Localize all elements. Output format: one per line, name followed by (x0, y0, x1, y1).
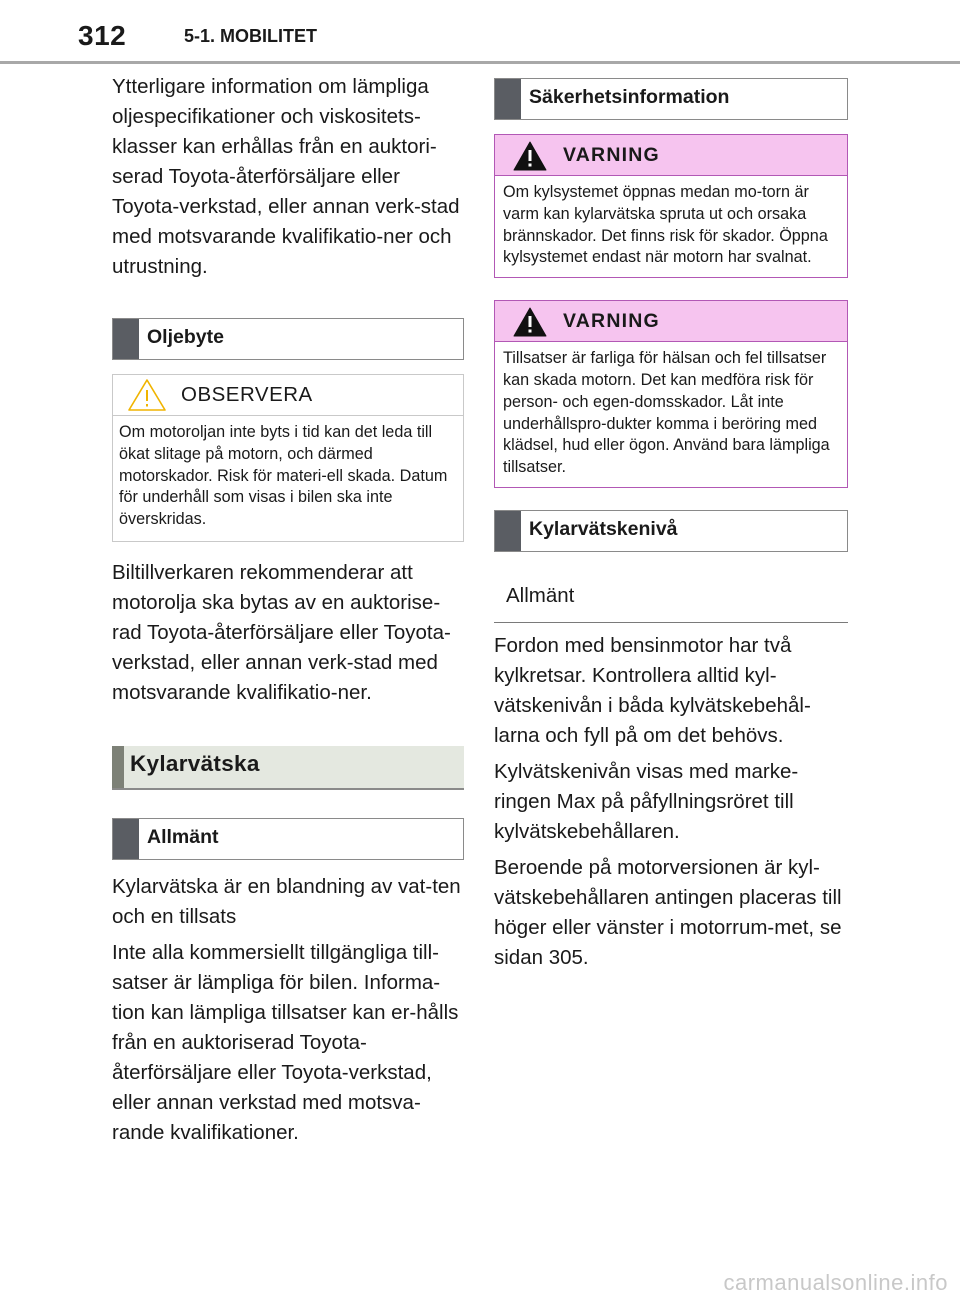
watermark: carmanualsonline.info (723, 1270, 948, 1295)
warning-box (494, 300, 848, 488)
coolant-heading (112, 746, 464, 790)
warning-header (495, 135, 847, 176)
coolant-heading-text: Kylarvätska (130, 750, 260, 776)
warning-triangle-icon (513, 307, 547, 342)
warning-text: Tillsatser är farliga för hälsan och fel tillsatser kan skada motorn. Det kan medföra risk för person- och egen-domsskador. Låt inte underhållspro-dukter komma i beröring med klädsel, hud eller ögon. Använd bara lämpliga tillsatser. (503, 349, 830, 477)
caution-triangle-icon (127, 378, 167, 417)
warning-text: Om kylsystemet öppnas medan mo-torn är varm kan kylarvätska spruta ut och orsaka brännskador. Det finns risk för skador. Öppna kylsystemet endast när motorn har svalnat. (503, 183, 828, 267)
section-title: 5-1. MOBILITET (184, 26, 318, 46)
reservoir-location-paragraph: Beroende på motorversionen är kyl-vätskebehållaren antingen placeras till höger eller vänster i motorrum-met, se sidan 305. (494, 855, 842, 969)
warning-header (495, 301, 847, 342)
coolant-paragraph-1: Kylarvätska är en blandning av vat-ten och en tillsats (112, 874, 461, 928)
oil-change-heading-text: Oljebyte (147, 326, 224, 348)
warning-label: VARNING (563, 310, 660, 333)
max-marking-paragraph: Kylvätskenivån visas med marke-ringen Max på påfyllningsröret till kylvätskebehållaren. (494, 759, 799, 843)
notice-label: OBSERVERA (181, 383, 313, 406)
safety-heading (494, 78, 848, 120)
manufacturer-paragraph: Biltillverkaren rekommenderar att motorolja ska bytas av en auktorise-rad Toyota-återförsäljare eller Toyota-verkstad, eller annan verk-stad med motsvarande kvalifikatio-ner. (112, 560, 451, 704)
warning-triangle-icon (513, 141, 547, 176)
warning-label: VARNING (563, 144, 660, 166)
header-divider (0, 61, 960, 64)
heading-bar (113, 319, 139, 359)
heading-bar (495, 511, 521, 551)
heading-bar (112, 746, 124, 788)
coolant-level-heading (494, 510, 848, 552)
intro-paragraph: Ytterligare information om lämpliga oljespecifikationer och viskositets-klasser kan erhållas från en auktori-serad Toyota-återförsäljare eller Toyota-verkstad, eller annan verk-stad med motsvarande kvalifikatio-ner och utrustning. (112, 75, 460, 278)
heading-bar (495, 79, 521, 119)
notice-text: Om motoroljan inte byts i tid kan det leda till ökat slitage på motorn, och därmed motorskador. Risk för materi-ell skada. Datum för underhåll som visas i bilen ska inte överskridas. (119, 423, 448, 529)
coolant-level-heading-text: Kylarvätskenivå (529, 517, 678, 540)
page-number: 312 (78, 20, 127, 51)
general-subheading (494, 572, 848, 623)
heading-bar (113, 819, 139, 859)
two-circuits-paragraph: Fordon med bensinmotor har två kylkretsar. Kontrollera alltid kyl-vätskenivån i båda kylvätskebehål-larna och fyll på om det behövs. (494, 633, 811, 747)
oil-change-heading (112, 318, 464, 360)
right-column (494, 78, 848, 973)
notice-box (112, 374, 464, 542)
warning-box (494, 134, 848, 278)
general-heading (112, 818, 464, 860)
safety-heading-text: Säkerhetsinformation (529, 86, 730, 108)
left-column (112, 72, 464, 1148)
general-heading-text: Allmänt (147, 825, 219, 848)
coolant-paragraph-2: Inte alla kommersiellt tillgängliga till-satser är lämpliga för bilen. Informa-tion kan lämpliga tillsatser kan er-hålls från en auktoriserad Toyota-återförsäljare eller Toyota-verkstad, eller annan verkstad med motsva-rande kvalifikationer. (112, 940, 459, 1144)
notice-header (113, 375, 463, 416)
general-subheading-text: Allmänt (506, 583, 575, 607)
